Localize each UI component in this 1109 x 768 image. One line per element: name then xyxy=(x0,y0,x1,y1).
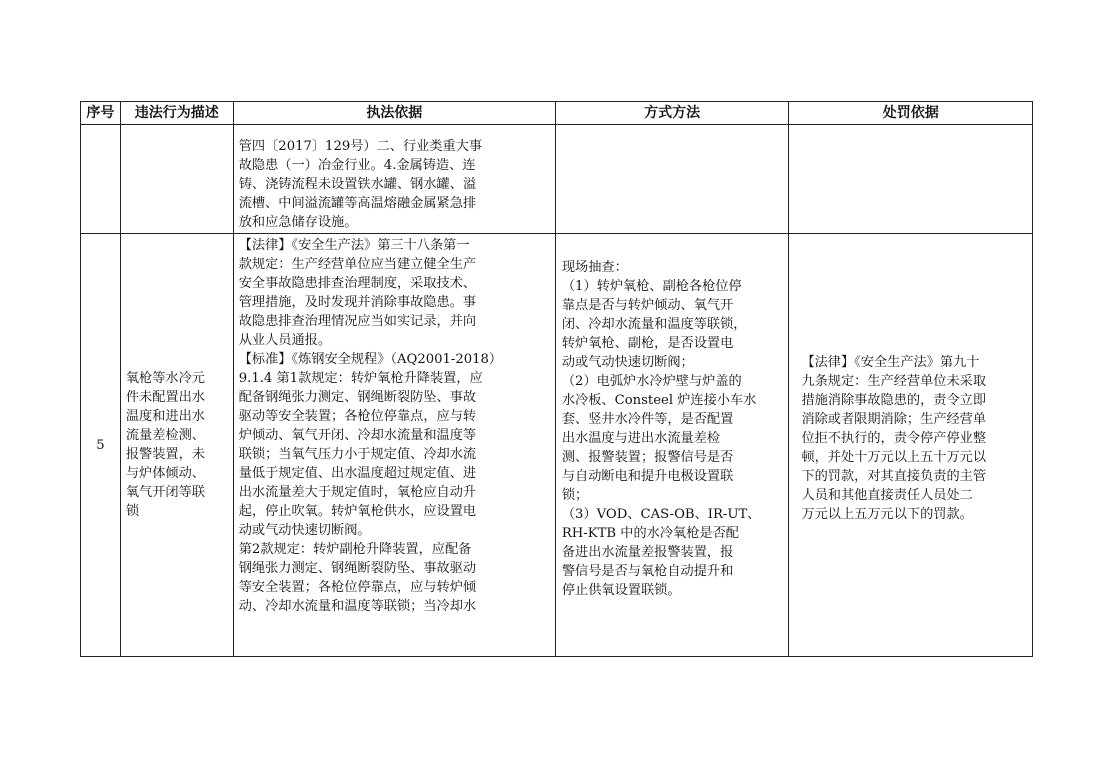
penalty-line: 九条规定：生产经营单位未采取 xyxy=(801,373,987,389)
violation-line: 氧气开闭等联 xyxy=(125,485,205,500)
penalty-line: 【法律】《安全生产法》第九十 xyxy=(801,354,980,370)
penalty-basis xyxy=(789,234,1033,657)
basis-line: 管四〔2017〕129号）二、行业类重大事 xyxy=(238,139,483,154)
inspection-method xyxy=(555,234,789,657)
header-basis: 执法依据 xyxy=(233,102,555,125)
violation-line: 与炉体倾动、 xyxy=(125,466,205,481)
method-line: 停止供氧设置联锁。 xyxy=(561,583,681,598)
method-line: 靠点是否与转炉倾动、氧气开 xyxy=(561,298,734,313)
header-number: 序号 xyxy=(81,102,121,125)
method-line: （3）VOD、CAS-OB、IR-UT、 xyxy=(561,507,761,522)
method-line: 水冷板、Consteel 炉连接小车水 xyxy=(561,393,757,408)
basis-line: 铸、浇铸流程未设置铁水罐、钢水罐、溢 xyxy=(238,177,477,192)
basis-line: 等安全装置；各枪位停靠点，应与转炉倾 xyxy=(238,580,477,595)
method-line: 套、竖井水冷件等，是否配置 xyxy=(561,412,734,427)
violation-line: 报警装置，未 xyxy=(125,447,205,462)
basis-line: 9.1.4 第1款规定：转炉氧枪升降装置，应 xyxy=(238,371,483,386)
basis-line: 动或气动快速切断阀。 xyxy=(238,523,371,538)
method-line: 与自动断电和提升电极设置联 xyxy=(561,469,734,484)
method-line: 动或气动快速切断阀； xyxy=(561,355,694,370)
continued-penalty-cell xyxy=(789,125,1033,234)
table-row-continued xyxy=(81,125,1033,234)
basis-line: 起，停止吹氧。转炉氧枪供水，应设置电 xyxy=(238,504,477,519)
row-number: 5 xyxy=(81,234,121,657)
method-line: 闭、冷却水流量和温度等联锁， xyxy=(561,317,747,332)
penalty-line: 万元以上五万元以下的罚款。 xyxy=(801,506,973,522)
basis-line: 配备钢绳张力测定、钢绳断裂防坠、事故 xyxy=(238,390,477,405)
penalty-line: 顿，并处十万元以上五十万元以 xyxy=(801,449,987,465)
basis-line: 从业人员通报。 xyxy=(238,333,332,348)
basis-line: 第2款规定：转炉副枪升降装置，应配备 xyxy=(238,542,472,557)
basis-line: 款规定：生产经营单位应当建立健全生产 xyxy=(238,257,477,272)
penalty-line: 措施消除事故隐患的，责令立即 xyxy=(801,392,987,408)
basis-line: 动、冷却水流量和温度等联锁；当冷却水 xyxy=(238,599,477,614)
continued-number-cell xyxy=(81,125,121,234)
basis-line: 故隐患（一）冶金行业。4.金属铸造、连 xyxy=(238,158,476,173)
enforcement-basis xyxy=(233,234,555,657)
method-line: RH-KTB 中的水冷氧枪是否配 xyxy=(561,526,739,541)
basis-line: 联锁；当氧气压力小于规定值、冷却水流 xyxy=(238,447,477,462)
violation-line: 件未配置出水 xyxy=(125,390,205,405)
basis-line: 炉倾动、氧气开闭、冷却水流量和温度等 xyxy=(238,428,477,443)
violation-line: 流量差检测、 xyxy=(125,428,205,443)
basis-line: 管理措施，及时发现并消除事故隐患。事 xyxy=(238,295,477,310)
header-method: 方式方法 xyxy=(555,102,789,125)
method-line: 备进出水流量差报警装置，报 xyxy=(561,545,734,560)
method-line: 锁； xyxy=(561,488,589,503)
basis-line: 钢绳张力测定、钢绳断裂防坠、事故驱动 xyxy=(238,561,477,576)
method-line: （2）电弧炉水冷炉壁与炉盖的 xyxy=(561,374,742,389)
penalty-line: 下的罚款，对其直接负责的主管 xyxy=(801,468,987,484)
violation-line: 锁 xyxy=(125,504,140,519)
header-penalty: 处罚依据 xyxy=(789,102,1033,125)
basis-line: 【标准】《炼钢安全规程》（AQ2001-2018） xyxy=(238,352,503,367)
basis-line: 安全事故隐患排查治理制度，采取技术、 xyxy=(238,276,477,291)
penalty-line: 位拒不执行的，责令停产停业整 xyxy=(801,430,987,446)
penalty-line: 消除或者限期消除；生产经营单 xyxy=(801,411,987,427)
basis-line: 量低于规定值、出水温度超过规定值、进 xyxy=(238,466,477,481)
basis-line: 故隐患排查治理情况应当如实记录，并向 xyxy=(238,314,477,329)
penalty-line: 人员和其他直接责任人员处二 xyxy=(801,487,973,503)
continued-method-cell xyxy=(555,125,789,234)
basis-line: 出水流量差大于规定值时，氧枪应自动升 xyxy=(238,485,477,500)
basis-line: 流槽、中间溢流罐等高温熔融金属紧急排 xyxy=(238,196,477,211)
continued-basis-cell xyxy=(233,125,555,234)
method-line: 出水温度与进出水流量差检 xyxy=(561,431,721,446)
table-row-5 xyxy=(81,234,1033,657)
basis-line: 【法律】《安全生产法》第三十八条第一 xyxy=(238,238,470,253)
continued-violation-cell xyxy=(120,125,233,234)
method-line: 警信号是否与氧枪自动提升和 xyxy=(561,564,734,579)
header-violation: 违法行为描述 xyxy=(120,102,233,125)
method-line: 现场抽查： xyxy=(561,260,628,275)
violation-description xyxy=(120,234,233,657)
table-header-row xyxy=(81,102,1033,125)
violation-line: 氧枪等水冷元 xyxy=(125,371,205,386)
method-line: 转炉氧枪、副枪，是否设置电 xyxy=(561,336,734,351)
method-line: （1）转炉氧枪、副枪各枪位停 xyxy=(561,279,742,294)
violation-line: 温度和进出水 xyxy=(125,409,205,424)
method-line: 测、报警装置；报警信号是否 xyxy=(561,450,734,465)
basis-line: 放和应急储存设施。 xyxy=(238,215,358,230)
regulation-table xyxy=(80,101,1033,657)
basis-line: 驱动等安全装置；各枪位停靠点，应与转 xyxy=(238,409,477,424)
